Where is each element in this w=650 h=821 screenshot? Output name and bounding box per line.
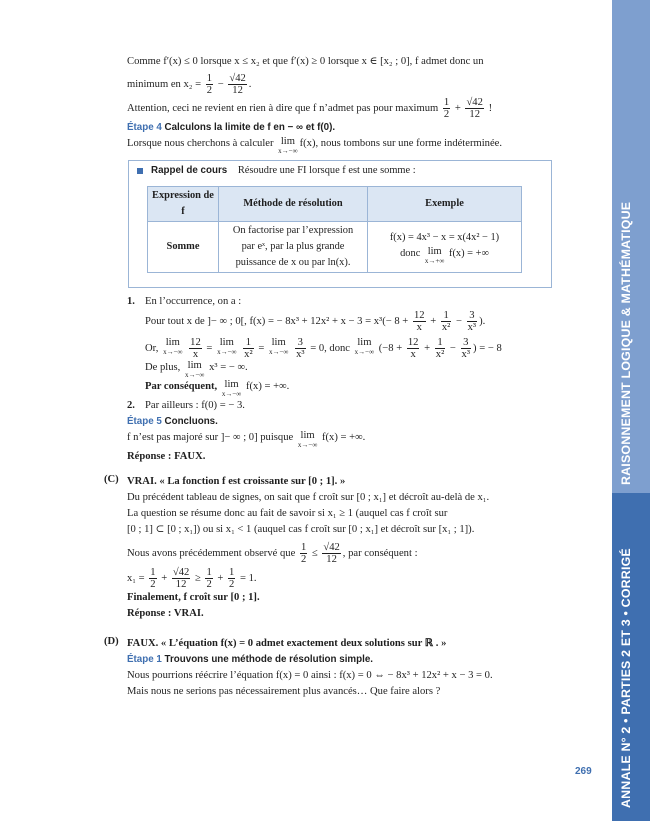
text-line-observed	[127, 542, 552, 565]
frac-num: 1	[150, 567, 156, 578]
frac-num: 1	[441, 310, 451, 322]
frac-num: 12	[190, 337, 201, 348]
fraction	[243, 337, 253, 360]
operator: +	[161, 572, 168, 584]
text-span: x³ = − ∞.	[209, 362, 248, 373]
text-span: minimum en x₂ =	[127, 78, 202, 90]
frac-den: 12	[232, 85, 243, 96]
section-title: VRAI. « La fonction f est croissante sur [0 ; 1]. »	[127, 476, 346, 487]
operator: +	[454, 102, 461, 114]
lim-word: lim	[427, 245, 442, 257]
lim-sub: x→−∞	[278, 147, 298, 155]
lim-word: lim	[271, 337, 286, 348]
table-header: Expression de f	[148, 187, 219, 222]
limit	[269, 337, 288, 356]
text-line-x1	[127, 567, 552, 590]
text-span: = 1.	[239, 572, 257, 584]
partC-block	[127, 474, 552, 622]
limit	[185, 360, 204, 379]
text-span: Par ailleurs : f(0) = − 3.	[145, 400, 245, 411]
frac-den: x³	[461, 349, 471, 360]
text-span: (−8 +	[378, 342, 403, 354]
text-span: Nous avons précédemment observé que	[127, 547, 296, 559]
operator: −	[217, 78, 224, 90]
limit	[222, 379, 241, 398]
operator: ≤	[311, 547, 318, 559]
step-title: Concluons.	[164, 416, 218, 427]
operator: −	[449, 342, 456, 354]
section-title: FAUX. « L’équation f(x) = 0 admet exactement deux solutions sur ℝ . »	[127, 638, 447, 649]
table-cell-example	[368, 222, 522, 273]
text-span: = 0, donc	[310, 342, 351, 354]
fraction	[465, 97, 483, 120]
frac-den: 12	[175, 579, 187, 590]
limit	[355, 337, 374, 356]
frac-num: 1	[206, 73, 213, 84]
table-header: Méthode de résolution	[219, 187, 368, 222]
lim-word: lim	[187, 360, 202, 371]
lim-word: lim	[219, 337, 234, 348]
rappel-label: Rappel de cours	[151, 165, 228, 176]
text-span: Attention, ceci ne revient en rien à dire que f n’admet pas pour maximum	[127, 102, 439, 114]
frac-den: x²	[244, 349, 253, 360]
fraction	[441, 310, 451, 333]
fraction	[228, 73, 246, 96]
text-line: Finalement, f croît sur [0 ; 1].	[127, 592, 260, 603]
frac-den: 12	[469, 109, 480, 120]
text-line: Mais nous ne serions pas nécessairement plus avancés… Que faire alors ?	[127, 686, 441, 697]
lim-word: lim	[224, 379, 239, 390]
fraction	[228, 567, 235, 590]
frac-num: √42	[172, 567, 190, 578]
text-span: En l’occurrence, on a :	[145, 296, 242, 307]
text-span: Pour tout x de ]− ∞ ; 0[, f(x) = − 8x³ + 12x² + x − 3 = x³(− 8 +	[145, 315, 409, 327]
frac-den: x	[192, 349, 199, 360]
text-line-majore	[127, 430, 552, 449]
operator: =	[206, 342, 213, 354]
fraction	[322, 542, 340, 565]
text-span: !	[488, 102, 493, 114]
table-row	[148, 222, 522, 273]
operator: +	[430, 315, 437, 327]
section-label: (D)	[104, 636, 119, 647]
frac-num: 1	[206, 567, 212, 578]
list-item	[127, 398, 552, 414]
cell-line: On factorise par l’expression	[232, 225, 354, 236]
table-cell-method	[219, 222, 368, 273]
step-label: Étape 4	[127, 122, 162, 133]
frac-den: 2	[229, 579, 235, 590]
table-header-row	[148, 187, 522, 222]
step-label: Étape 5	[127, 416, 162, 427]
step-heading	[127, 414, 552, 430]
lim-sub: x→−∞	[217, 348, 237, 356]
text-line-conseq	[127, 379, 552, 398]
fraction	[189, 337, 202, 360]
sidebar-section-title: RAISONNEMENT LOGIQUE & MATHÉMATIQUE	[619, 201, 633, 485]
text-span: ) = − 8	[473, 342, 502, 354]
rappel-heading	[137, 165, 416, 176]
table-cell: Somme	[148, 222, 219, 273]
text-span: f(x), nous tombons sur une forme indéterminée.	[299, 138, 503, 149]
lim-word: lim	[280, 136, 295, 147]
text-span: , par conséquent :	[342, 547, 418, 559]
frac-num: 1	[435, 337, 445, 349]
lim-sub: x→−∞	[268, 348, 289, 356]
limit	[425, 246, 444, 265]
frac-den: x³	[467, 322, 477, 333]
fraction	[172, 567, 190, 590]
limit	[278, 136, 297, 155]
text-line-minimum	[127, 73, 552, 96]
text-span: f n’est pas majoré sur ]− ∞ ; 0] puisque	[127, 432, 294, 443]
cell-line: par eˣ, par la plus grande	[241, 241, 345, 252]
limit	[163, 337, 182, 356]
fraction	[206, 73, 213, 96]
lim-sub: x→−∞	[184, 371, 205, 379]
fraction	[461, 337, 471, 360]
frac-num: 12	[413, 310, 425, 321]
frac-num: 1	[243, 337, 253, 349]
frac-den: 2	[300, 554, 307, 565]
lim-sub: x→−∞	[221, 390, 242, 398]
frac-den: x	[410, 349, 416, 360]
frac-num: 3	[461, 337, 471, 349]
step-title: Trouvons une méthode de résolution simple.	[164, 654, 374, 665]
fraction	[435, 337, 445, 360]
text-span: Or,	[145, 342, 159, 354]
fraction	[149, 567, 156, 590]
frac-num: 3	[467, 310, 477, 322]
fraction	[205, 567, 212, 590]
lim-sub: x→−∞	[354, 348, 375, 356]
text-span: .	[248, 78, 252, 90]
fraction	[467, 310, 477, 333]
operator: +	[424, 342, 431, 354]
limit	[298, 430, 317, 449]
text-line: Comme f′(x) ≤ 0 lorsque x ≤ x₂ et que f′(x) ≥ 0 lorsque x ∈ [x₂ ; 0], f admet donc un	[127, 56, 484, 67]
frac-num: √42	[323, 542, 340, 553]
frac-den: 2	[206, 85, 213, 96]
text-span: Par conséquent,	[145, 381, 218, 392]
lim-sub: x→−∞	[297, 441, 318, 449]
frac-den: 2	[443, 109, 450, 120]
lim-word: lim	[300, 430, 315, 441]
operator: ≥	[194, 572, 201, 584]
step-title: Calculons la limite de f en − ∞ et f(0).	[164, 122, 336, 133]
text-span: Lorsque nous cherchons à calculer	[127, 138, 274, 149]
text-line-or	[127, 337, 552, 360]
frac-num: 1	[443, 97, 450, 108]
list-item	[127, 294, 552, 310]
text-span: x₁ =	[127, 572, 145, 584]
frac-den: x²	[441, 322, 451, 333]
frac-num: 12	[407, 337, 419, 348]
fraction	[295, 337, 305, 360]
operator: +	[217, 572, 224, 584]
step-label: Étape 1	[127, 654, 162, 665]
frac-num: 1	[229, 567, 235, 578]
operator: −	[455, 315, 462, 327]
frac-num: √42	[229, 73, 246, 84]
lim-sub: x→+∞	[424, 256, 445, 265]
frac-den: 2	[150, 579, 156, 590]
text-span: f(x) = +∞.	[321, 432, 366, 443]
text-line: Du précédent tableau de signes, on sait que f croît sur [0 ; x₁] et décroît au-delà de x₁.	[127, 492, 490, 503]
step-heading	[127, 652, 552, 668]
text-span: ).	[479, 315, 486, 327]
answer: Réponse : VRAI.	[127, 608, 204, 619]
page-number: 269	[575, 766, 592, 777]
fraction	[443, 97, 450, 120]
fraction	[300, 542, 307, 565]
lim-word: lim	[357, 337, 372, 348]
text-span: f(x) = +∞.	[245, 381, 290, 392]
table-header: Exemple	[368, 187, 522, 222]
fraction	[407, 337, 420, 360]
text-line-attention	[127, 97, 552, 120]
list-number: 1.	[127, 296, 135, 307]
text-line	[127, 310, 552, 333]
frac-num: √42	[466, 97, 483, 108]
lim-word: lim	[165, 337, 180, 348]
cell-line: puissance de x ou par ln(x).	[235, 257, 351, 268]
frac-num: 3	[295, 337, 305, 349]
limit	[217, 337, 236, 356]
list-number: 2.	[127, 400, 135, 411]
cell-line: f(x) = 4x³ − x = x(4x² − 1)	[389, 231, 500, 243]
sidebar-chapter-title: ANNALE N° 2 • PARTIES 2 ET 3 • CORRIGÉ	[619, 548, 633, 808]
text-line: La question se résume donc au fait de savoir si x₁ ≥ 1 (auquel cas f croît sur	[127, 508, 448, 519]
rappel-text: Résoudre une FI lorsque f est une somme :	[237, 165, 416, 176]
partD-block	[127, 636, 552, 700]
top-text-block	[127, 54, 552, 155]
text-span: donc	[400, 247, 421, 259]
frac-den: x²	[435, 349, 445, 360]
operator: =	[258, 342, 265, 354]
answer: Réponse : FAUX.	[127, 451, 206, 462]
rappel-table	[147, 186, 522, 273]
part1-block	[127, 294, 552, 465]
rappel-de-cours-box	[128, 160, 552, 288]
section-label: (C)	[104, 474, 119, 485]
text-line: Nous pourrions réécrire l’équation f(x) = 0 ainsi : f(x) = 0 ⇔ − 8x³ + 12x² + x − 3 = 0.	[127, 670, 493, 681]
text-span: De plus,	[145, 362, 181, 373]
frac-den: x	[416, 322, 422, 333]
text-line-fi	[127, 136, 552, 155]
lim-sub: x→−∞	[163, 348, 183, 356]
text-line-deplus	[127, 360, 552, 379]
frac-den: 12	[326, 554, 337, 565]
fraction	[413, 310, 426, 333]
cell-line	[372, 246, 517, 265]
frac-den: x³	[296, 349, 305, 360]
frac-num: 1	[300, 542, 307, 553]
square-bullet-icon	[137, 168, 143, 174]
frac-den: 2	[206, 579, 212, 590]
text-line: [0 ; 1] ⊂ [0 ; x₁]) ou si x₁ < 1 (auquel cas f croît sur [0 ; x₁] et décroît sur [x₁ ; 1]).	[127, 524, 475, 535]
text-span: f(x) = +∞	[448, 247, 489, 259]
step-heading	[127, 120, 552, 136]
